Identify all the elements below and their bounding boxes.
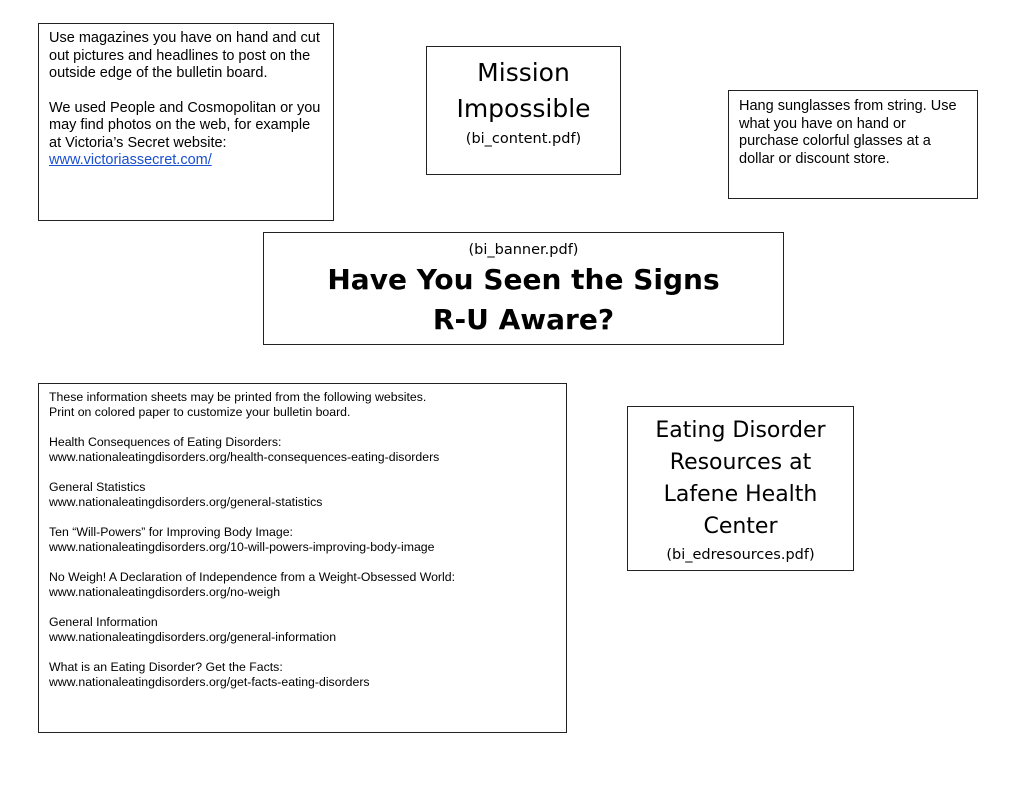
victorias-secret-link[interactable]: www.victoriassecret.com/ [49, 152, 212, 168]
info-item-title: No Weigh! A Declaration of Independence from a Weight-Obsessed World: [49, 570, 456, 584]
resources-title-line-4: Center [703, 514, 778, 539]
info-item-title: What is an Eating Disorder? Get the Facts: [49, 660, 283, 674]
ed-resources-box [627, 406, 854, 571]
resources-title-line-3: Lafene Health [663, 482, 818, 507]
magazines-note-box [38, 23, 334, 221]
magazines-paragraph-2 [49, 100, 323, 170]
info-item-url[interactable]: www.nationaleatingdisorders.org/10-will-powers-improving-body-image [49, 540, 435, 554]
magazines-paragraph-1: Use magazines you have on hand and cut out pictures and headlines to post on the outside edge of the bulletin board. [49, 30, 320, 81]
resources-file-label: (bi_edresources.pdf) [666, 547, 815, 563]
info-item-title: Ten “Will-Powers” for Improving Body Image: [49, 525, 293, 539]
sunglasses-note-box [728, 90, 978, 199]
info-item-url[interactable]: www.nationaleatingdisorders.org/no-weigh [49, 585, 281, 599]
info-item-title: Health Consequences of Eating Disorders: [49, 435, 282, 449]
info-item [49, 615, 556, 645]
info-item-url[interactable]: www.nationaleatingdisorders.org/health-consequences-eating-disorders [49, 450, 440, 464]
mission-file-label: (bi_content.pdf) [465, 131, 582, 147]
info-intro-line-2: Print on colored paper to customize your bulletin board. [49, 405, 351, 419]
info-item [49, 570, 556, 600]
info-sheets-box [38, 383, 567, 733]
resources-title-line-2: Resources at [669, 450, 812, 475]
info-intro [49, 390, 556, 420]
banner-title-line-2: R-U Aware? [432, 303, 615, 336]
info-item [49, 660, 556, 690]
mission-title-line-2: Impossible [456, 94, 591, 123]
info-item-title: General Statistics [49, 480, 146, 494]
info-item-url[interactable]: www.nationaleatingdisorders.org/general-statistics [49, 495, 323, 509]
resources-title-line-1: Eating Disorder [655, 418, 826, 443]
info-item-url[interactable]: www.nationaleatingdisorders.org/general-information [49, 630, 337, 644]
info-item-title: General Information [49, 615, 158, 629]
banner-file-label: (bi_banner.pdf) [468, 242, 579, 258]
info-item [49, 435, 556, 465]
banner-box [263, 232, 784, 345]
sunglasses-text: Hang sunglasses from string. Use what you have on hand or purchase colorful glasses at a dollar or discount store. [739, 98, 957, 167]
info-item-url[interactable]: www.nationaleatingdisorders.org/get-facts-eating-disorders [49, 675, 370, 689]
info-item [49, 480, 556, 510]
mission-impossible-box [426, 46, 621, 175]
banner-title-line-1: Have You Seen the Signs [327, 263, 720, 296]
info-intro-line-1: These information sheets may be printed from the following websites. [49, 390, 427, 404]
mission-title-line-1: Mission [477, 58, 570, 87]
info-item [49, 525, 556, 555]
magazines-paragraph-2-text: We used People and Cosmopolitan or you may find photos on the web, for example at Victoria’s Secret website: [49, 99, 321, 151]
